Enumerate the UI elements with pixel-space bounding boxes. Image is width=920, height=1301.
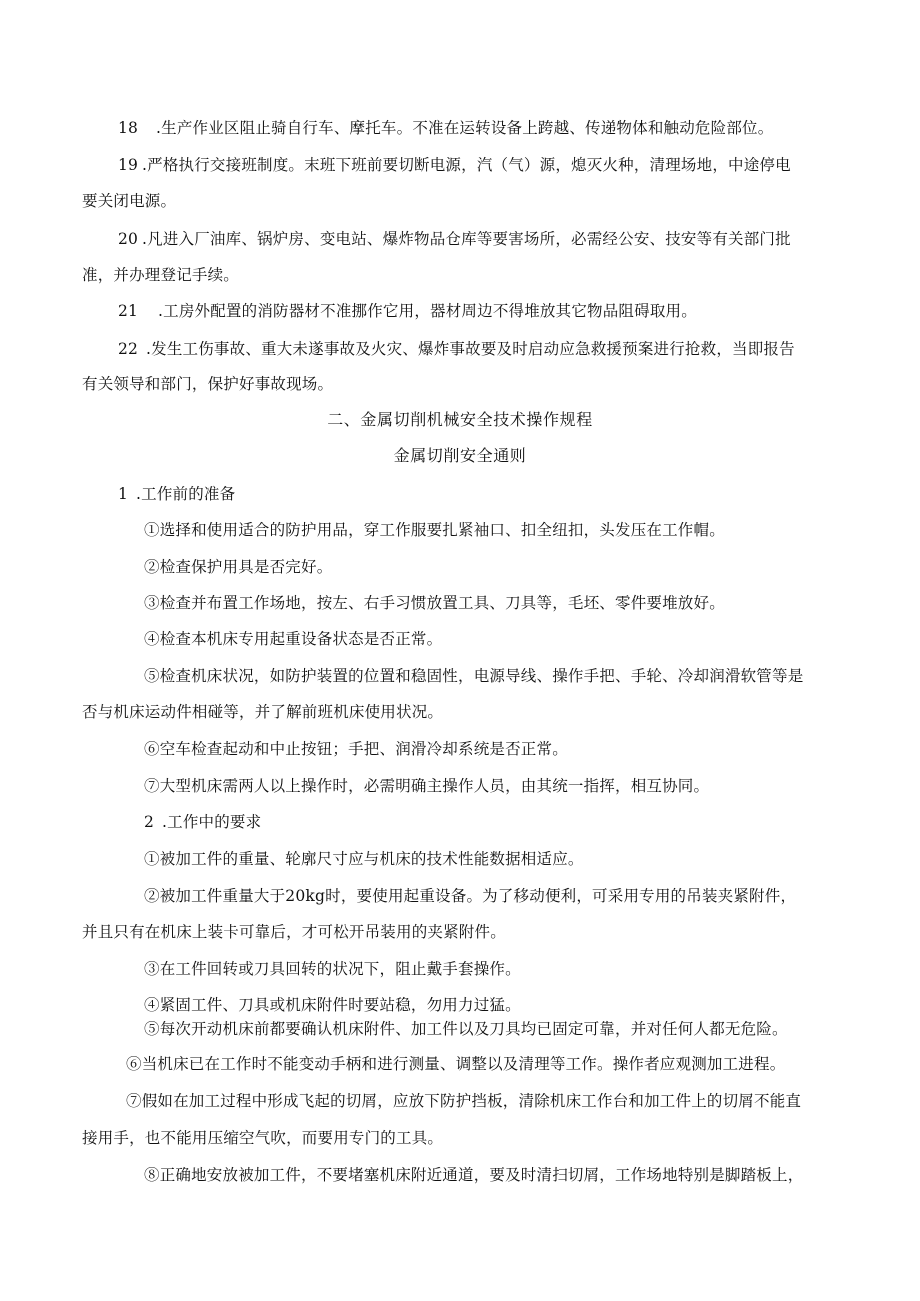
- section-subtitle: 金属切削安全通则: [393, 446, 527, 465]
- part2-item-5: ⑤每次开动机床前都要确认机床附件、加工件以及刀具均已固定可靠，并对任何人都无危险。: [144, 1020, 788, 1038]
- heading-number: 1: [118, 485, 129, 503]
- part2-heading: [144, 811, 261, 833]
- rule-item-18: [118, 117, 773, 139]
- rule-item-22-line1: [118, 338, 795, 360]
- part1-item-6: ⑥空车检查起动和中止按钮；手把、润滑冷却系统是否正常。: [144, 740, 568, 758]
- heading-text: .工作前的准备: [136, 485, 236, 503]
- item-text: .生产作业区阻止骑自行车、摩托车。不准在运转设备上跨越、传递物体和触动危险部位。: [156, 119, 774, 137]
- rule-item-22-line2: 有关领导和部门，保护好事故现场。: [82, 375, 334, 393]
- part2-item-7-line2: 接用手，也不能用压缩空气吹，而要用专门的工具。: [82, 1129, 444, 1147]
- part1-item-1: ①选择和使用适合的防护用品，穿工作服要扎紧袖口、扣全纽扣，头发压在工作帽。: [144, 521, 725, 539]
- item-text: .工房外配置的消防器材不准挪作它用，器材周边不得堆放其它物品阻碍取用。: [158, 302, 697, 320]
- item-text: .严格执行交接班制度。末班下班前要切断电源，汽（气）源，熄灭火种，清理场地，中途停电: [142, 156, 791, 174]
- part2-item-2-line1: ②被加工件重量大于20kg时，要使用起重设备。为了移动便利，可采用专用的吊装夹紧附件，: [144, 887, 797, 905]
- part1-item-4: ④检查本机床专用起重设备状态是否正常。: [144, 630, 443, 648]
- part1-item-7: ⑦大型机床需两人以上操作时，必需明确主操作人员，由其统一指挥，相互协同。: [144, 777, 710, 795]
- part2-item-8: ⑧正确地安放被加工件，不要堵塞机床附近通道，要及时清扫切屑，工作场地特别是脚踏板上，: [144, 1166, 804, 1184]
- item-text: .凡进入厂油库、锅炉房、变电站、爆炸物品仓库等要害场所，必需经公安、技安等有关部门批: [142, 230, 791, 248]
- rule-item-19-line2: 要关闭电源。: [82, 192, 177, 210]
- part2-item-4: ④紧固工件、刀具或机床附件时要站稳，勿用力过猛。: [144, 996, 521, 1014]
- part1-heading: [118, 483, 235, 505]
- heading-number: 2: [144, 813, 155, 831]
- rule-item-21: [118, 300, 697, 322]
- part1-item-5-line1: ⑤检查机床状况，如防护装置的位置和稳固性，电源导线、操作手把、手轮、冷却润滑软管等是: [144, 667, 804, 685]
- item-number: 20: [118, 230, 139, 248]
- part1-item-5-line2: 否与机床运动件相碰等，并了解前班机床使用状况。: [82, 703, 444, 721]
- part2-item-7-line1: ⑦假如在加工过程中形成飞起的切屑，应放下防护挡板，清除机床工作台和加工件上的切屑不能直: [126, 1092, 802, 1110]
- rule-item-20-line2: 准，并办理登记手续。: [82, 266, 240, 284]
- section-title: 二、金属切削机械安全技术操作规程: [327, 410, 593, 429]
- item-number: 22: [118, 340, 139, 358]
- part2-item-3: ③在工件回转或刀具回转的状况下，阻止戴手套操作。: [144, 960, 521, 978]
- part1-item-3: ③检查并布置工作场地，按左、右手习惯放置工具、刀具等，毛坯、零件要堆放好。: [144, 594, 725, 612]
- part2-item-6: ⑥当机床已在工作时不能变动手柄和进行测量、调整以及清理等工作。操作者应观测加工进程。: [126, 1055, 786, 1073]
- item-number: 21: [118, 302, 139, 320]
- rule-item-19-line1: [118, 154, 791, 176]
- item-number: 18: [118, 119, 139, 137]
- heading-text: .工作中的要求: [162, 813, 262, 831]
- part1-item-2: ②检查保护用具是否完好。: [144, 558, 333, 576]
- rule-item-20-line1: [118, 228, 791, 250]
- part2-item-1: ①被加工件的重量、轮廓尺寸应与机床的技术性能数据相适应。: [144, 850, 584, 868]
- item-text: .发生工伤事故、重大未遂事故及火灾、爆炸事故要及时启动应急救援预案进行抢救，当即报告: [146, 340, 795, 358]
- item-number: 19: [118, 156, 139, 174]
- part2-item-2-line2: 并且只有在机床上装卡可靠后，才可松开吊装用的夹紧附件。: [82, 923, 506, 941]
